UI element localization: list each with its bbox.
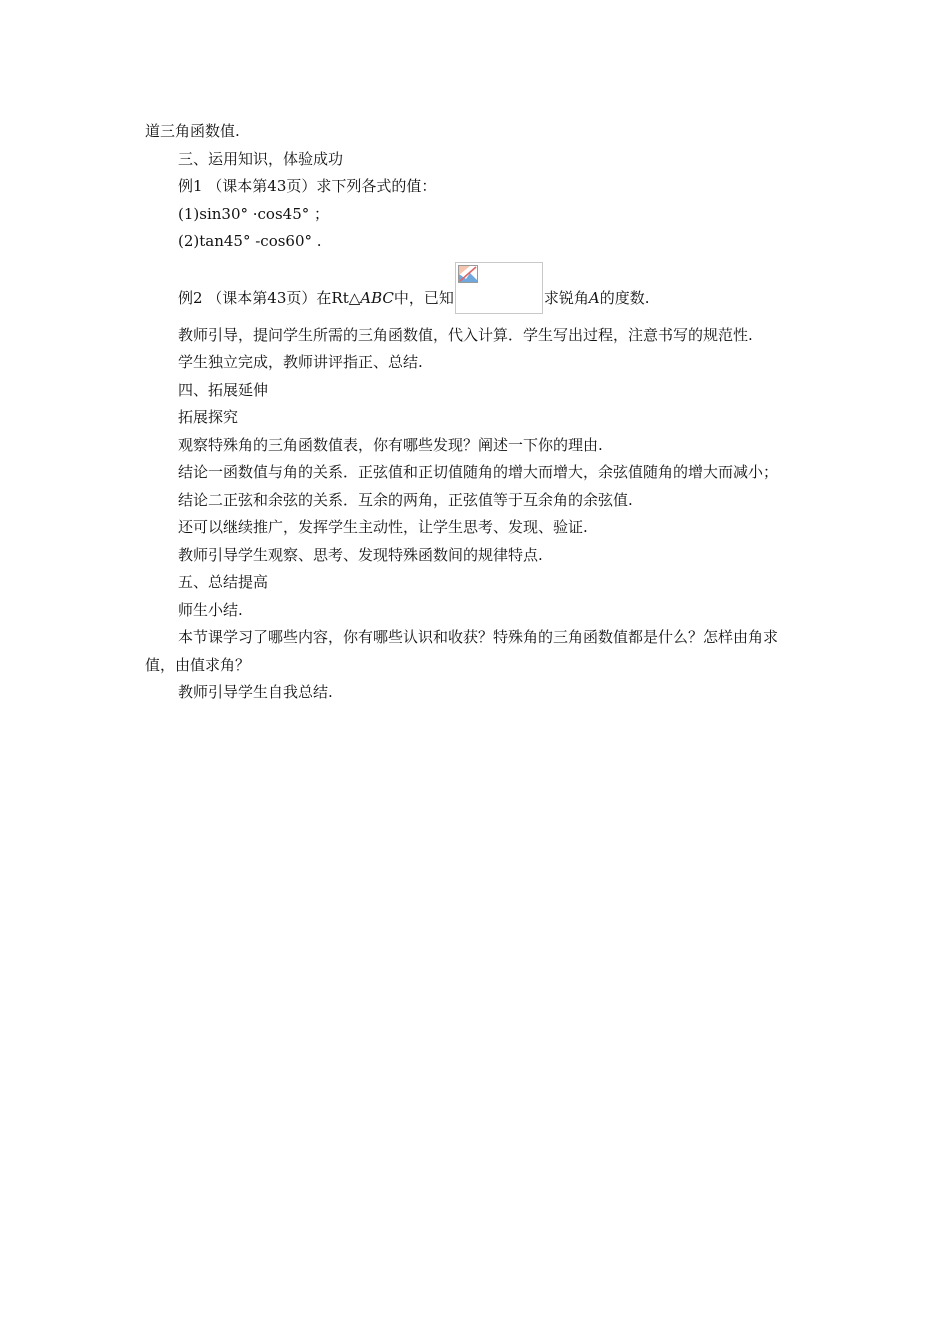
example-1-title: 例1 （课本第43页）求下列各式的值： [178, 177, 437, 195]
example-2-text-mid: 中，已知 [393, 289, 454, 307]
triangle-name: ABC [360, 289, 394, 307]
section-heading-5: 五、总结提高 [178, 573, 269, 591]
broken-image-placeholder [455, 262, 543, 314]
example-2-text-start: 例2 （课本第43页）在Rt△ [178, 289, 361, 307]
section-heading-3: 三、运用知识，体验成功 [178, 149, 344, 168]
broken-image-icon [458, 265, 478, 283]
paragraph-final: 教师引导学生自我总结. [178, 683, 333, 701]
angle-name: A [588, 289, 600, 307]
paragraph-conclusion-2: 结论二正弦和余弦的关系．互余的两角，正弦值等于互余角的余弦值. [178, 490, 633, 509]
paragraph-conclusion-1: 结论一函数值与角的关系．正弦值和正切值随角的增大而增大，余弦值随角的增大而减小； [178, 463, 779, 481]
example-1-item-2: (2)tan45° -cos60° . [178, 232, 322, 250]
document-body [145, 118, 805, 707]
example-1-item-1: (1)sin30° ·cos45° ； [178, 204, 330, 223]
summary-title: 师生小结. [178, 600, 243, 619]
text-line: 道三角函数值. [145, 122, 240, 140]
explore-title: 拓展探究 [178, 408, 239, 426]
section-heading-4: 四、拓展延伸 [178, 380, 269, 399]
example-2-text-end: 求锐角 [543, 289, 589, 307]
paragraph-question: 本节课学习了哪些内容，你有哪些认识和收获？特殊角的三角函数值都是什么？怎样由角求值，由值求角？ [145, 628, 779, 674]
paragraph-teacher-observe: 教师引导学生观察、思考、发现特殊函数间的规律特点. [178, 545, 543, 564]
paragraph-observe: 观察特殊角的三角函数值表，你有哪些发现？阐述一下你的理由. [178, 435, 603, 454]
paragraph-teacher-guide: 教师引导，提问学生所需的三角函数值，代入计算．学生写出过程，注意书写的规范性. [178, 325, 753, 344]
paragraph-extend: 还可以继续推广，发挥学生主动性，让学生思考、发现、验证. [178, 518, 588, 536]
example-2-line [145, 260, 805, 314]
paragraph-independent: 学生独立完成，教师讲评指正、总结. [178, 353, 423, 371]
example-2-text-tail: 的度数. [599, 289, 650, 307]
